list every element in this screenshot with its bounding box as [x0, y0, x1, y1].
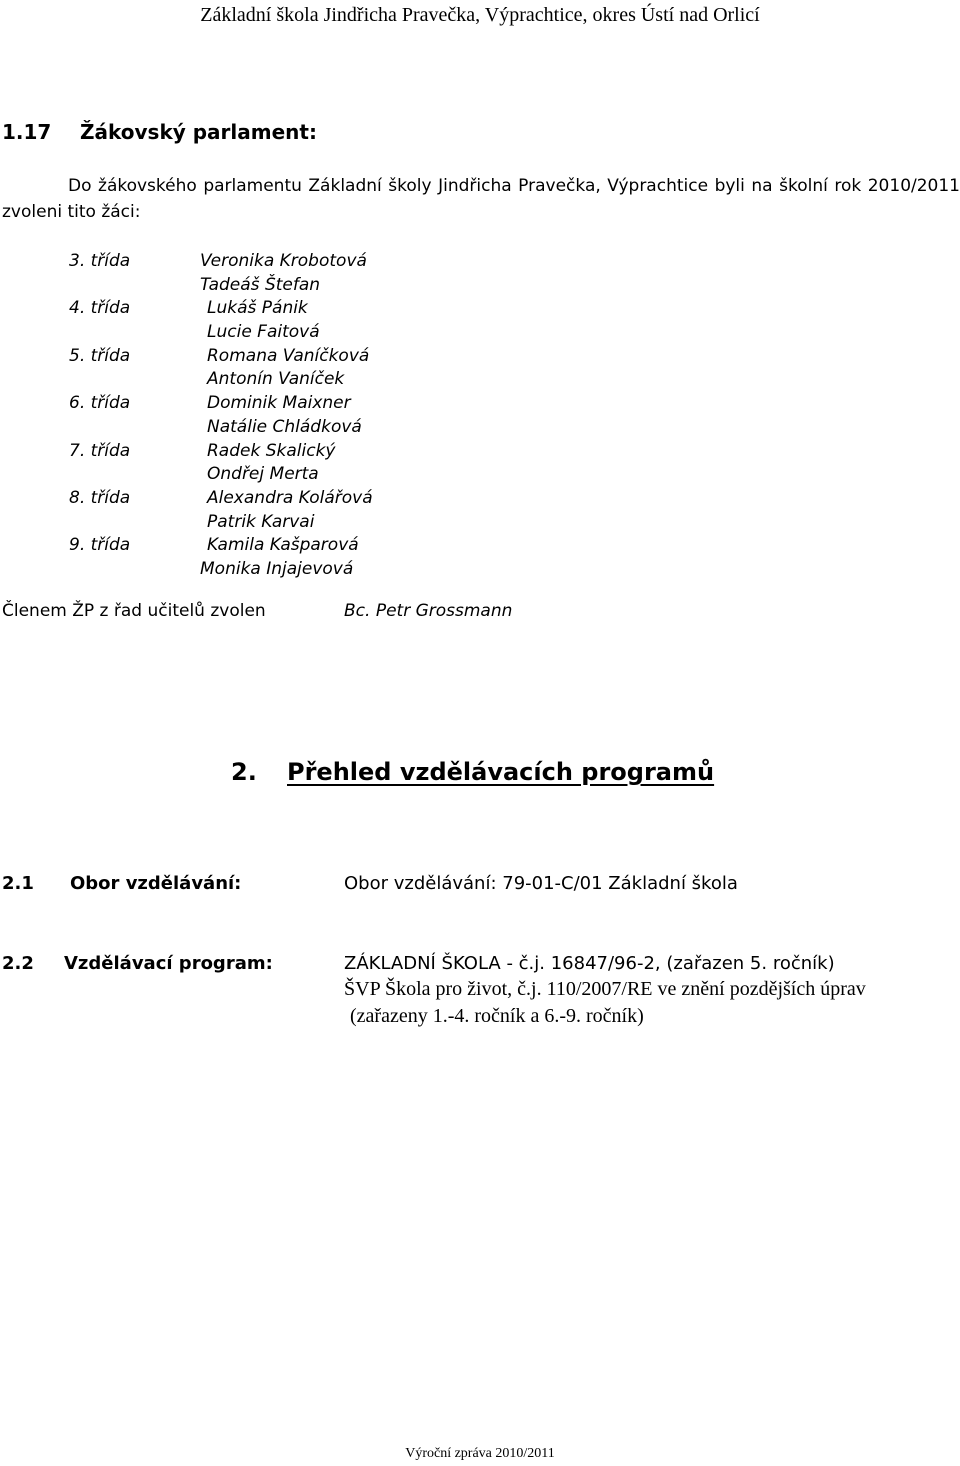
student-name: Dominik Maixner: [207, 393, 351, 414]
section-number: 2.2: [2, 953, 34, 974]
chapter-title: Přehled vzdělávacích programů: [287, 758, 715, 786]
heading-2-2: [2, 953, 273, 974]
teacher-label: Členem ŽP z řad učitelů zvolen: [2, 601, 266, 621]
class-label: 8. třída: [69, 487, 131, 508]
program-line-1: ZÁKLADNÍ ŠKOLA - č.j. 16847/96-2, (zařazen 5. ročník): [344, 953, 835, 974]
class-label: 3. třída: [69, 251, 131, 271]
student-name: Alexandra Kolářová: [207, 487, 373, 508]
section-number: 2.1: [2, 873, 34, 894]
chapter-number: 2.: [231, 758, 257, 786]
field-of-education-value: Obor vzdělávání: 79-01-C/01 Základní škola: [344, 873, 738, 894]
student-name: Tadeáš Štefan: [200, 274, 321, 295]
intro-paragraph: Do žákovského parlamentu Základní školy Jindřicha Pravečka, Výprachtice byli na školní rok 2010/2011 zvoleni tito žáci:: [2, 176, 960, 222]
class-label: 4. třída: [69, 298, 131, 319]
section-number: 1.17: [2, 120, 52, 144]
student-name: Veronika Krobotová: [200, 251, 367, 271]
running-footer: Výroční zpráva 2010/2011: [405, 1446, 555, 1461]
program-line-2: ŠVP Škola pro život, č.j. 110/2007/RE ve znění pozdějších úprav: [344, 978, 866, 1000]
section-heading-1-17: [2, 120, 317, 144]
running-header: Základní škola Jindřicha Pravečka, Výprachtice, okres Ústí nad Orlicí: [200, 4, 760, 26]
student-name: Antonín Vaníček: [207, 369, 345, 390]
student-name: Patrik Karvai: [207, 511, 315, 532]
student-name: Ondřej Merta: [207, 464, 319, 485]
student-name: Kamila Kašparová: [207, 535, 359, 556]
class-label: 6. třída: [69, 393, 131, 414]
student-name: Natálie Chládková: [207, 416, 362, 437]
student-name: Lucie Faitová: [207, 322, 320, 343]
heading-2-1: [2, 873, 241, 894]
program-line-3: (zařazeny 1.-4. ročník a 6.-9. ročník): [350, 1005, 644, 1027]
section-label: Obor vzdělávání:: [70, 873, 242, 894]
class-label: 5. třída: [69, 345, 131, 366]
class-label: 7. třída: [69, 440, 131, 461]
section-label: Vzdělávací program:: [64, 953, 273, 974]
student-name: Radek Skalický: [207, 440, 336, 461]
class-label: 9. třída: [69, 535, 131, 556]
section-title: Žákovský parlament:: [80, 120, 317, 144]
chapter-heading-2: [231, 758, 714, 786]
teacher-name: Bc. Petr Grossmann: [344, 601, 513, 621]
student-name: Romana Vaníčková: [207, 345, 370, 366]
student-name: Monika Injajevová: [200, 558, 354, 579]
student-name: Lukáš Pánik: [207, 298, 308, 319]
